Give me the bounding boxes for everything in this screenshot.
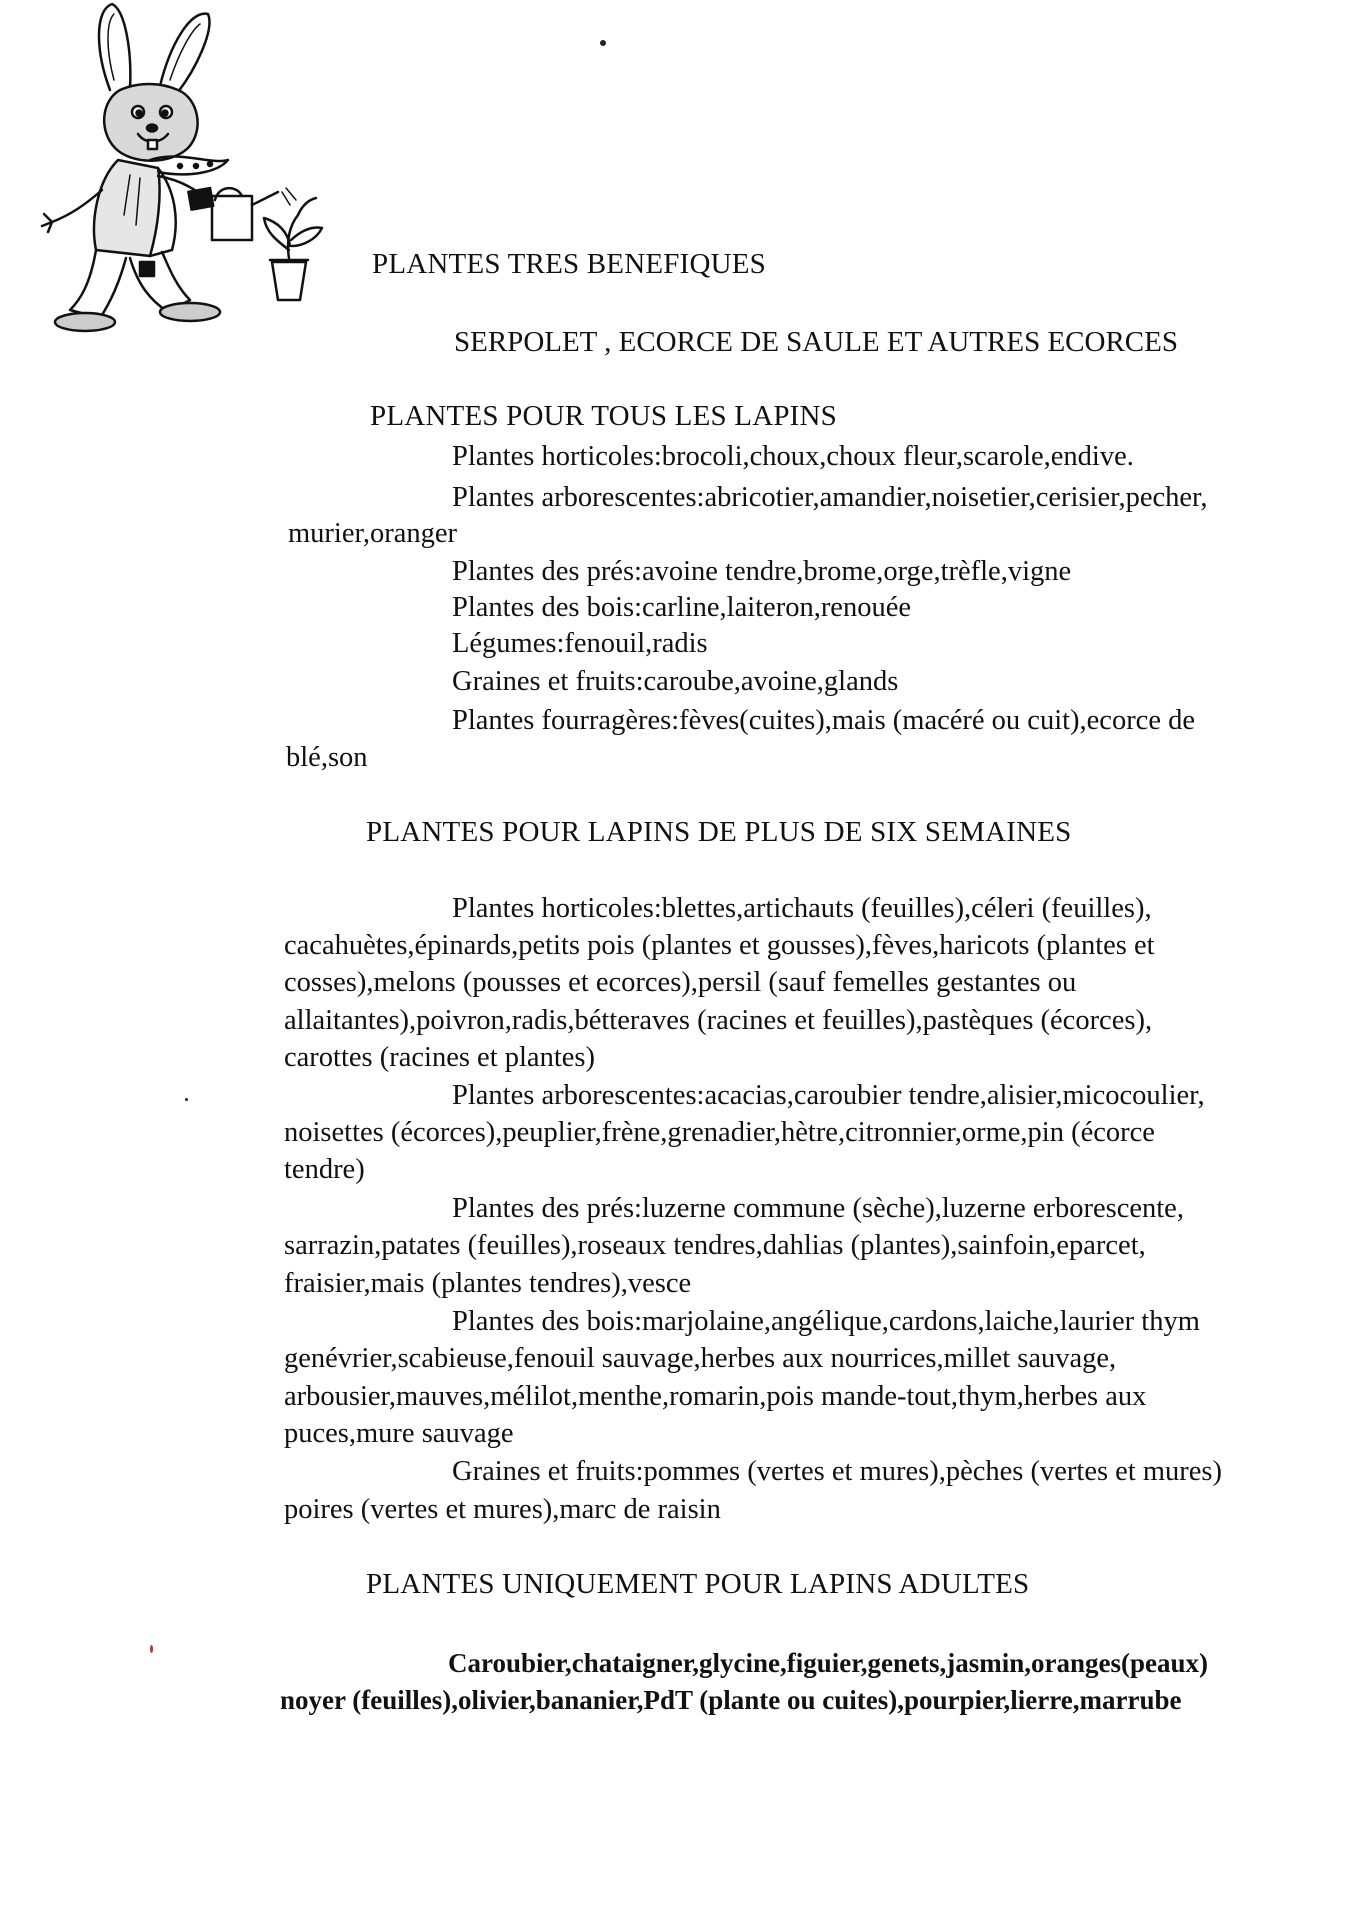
list-item: noyer (feuilles),olivier,bananier,PdT (plante ou cuites),pourpier,lierre,marrube [280,1685,1182,1715]
list-item: tendre) [284,1154,365,1185]
list-item: murier,oranger [288,518,457,549]
section-heading-tous-les-lapins: PLANTES POUR TOUS LES LAPINS [370,400,837,432]
section-heading-adultes: PLANTES UNIQUEMENT POUR LAPINS ADULTES [366,1568,1030,1600]
list-item: arbousier,mauves,mélilot,menthe,romarin,pois mande-tout,thym,herbes aux [284,1381,1147,1412]
list-item: sarrazin,patates (feuilles),roseaux tendres,dahlias (plantes),sainfoin,eparcet, [284,1230,1146,1261]
list-item: Plantes horticoles:blettes,artichauts (feuilles),céleri (feuilles), [452,893,1152,924]
list-item: puces,mure sauvage [284,1418,514,1449]
list-item: Plantes fourragères:fèves(cuites),mais (macéré ou cuit),ecorce de [452,705,1196,736]
list-item: Caroubier,chataigner,glycine,figuier,genets,jasmin,oranges(peaux) [448,1648,1208,1678]
list-item: fraisier,mais (plantes tendres),vesce [284,1268,692,1299]
speck-mark [150,1645,153,1653]
list-item: noisettes (écorces),peuplier,frène,grenadier,hètre,citronnier,orme,pin (écorce [284,1117,1155,1148]
section-heading-tres-benefiques: PLANTES TRES BENEFIQUES [372,248,766,280]
list-item: Plantes des prés:luzerne commune (sèche),luzerne erborescente, [452,1193,1184,1224]
list-item: blé,son [286,742,368,773]
speck-mark [600,40,606,46]
list-item: Plantes des bois:carline,laiteron,renouée [452,592,912,623]
list-item: allaitantes),poivron,radis,bétteraves (racines et feuilles),pastèques (écorces), [284,1005,1153,1036]
speck-mark [185,1098,188,1101]
list-item: Graines et fruits:pommes (vertes et mures),pèches (vertes et mures) [452,1456,1223,1487]
list-item: Plantes horticoles:brocoli,choux,choux fleur,scarole,endive. [452,441,1134,472]
list-item: Graines et fruits:caroube,avoine,glands [452,666,899,697]
list-item: poires (vertes et mures),marc de raisin [284,1494,721,1525]
list-item: Plantes arborescentes:acacias,caroubier tendre,alisier,micocoulier, [452,1080,1205,1111]
list-item: Légumes:fenouil,radis [452,628,708,659]
section-heading-six-semaines: PLANTES POUR LAPINS DE PLUS DE SIX SEMAINES [366,816,1072,848]
list-item: Plantes arborescentes:abricotier,amandier,noisetier,cerisier,pecher, [452,482,1208,513]
subheading-serpolet: SERPOLET , ECORCE DE SAULE ET AUTRES ECORCES [454,326,1178,358]
list-item: carottes (racines et plantes) [284,1042,595,1073]
list-item: cosses),melons (pousses et ecorces),persil (sauf femelles gestantes ou [284,967,1077,998]
list-item: Plantes des prés:avoine tendre,brome,orge,trèfle,vigne [452,556,1072,587]
list-item: cacahuètes,épinards,petits pois (plantes et gousses),fèves,haricots (plantes et [284,930,1155,961]
list-item: Plantes des bois:marjolaine,angélique,cardons,laiche,laurier thym [452,1306,1200,1337]
list-item: genévrier,scabieuse,fenouil sauvage,herbes aux nourrices,millet sauvage, [284,1343,1117,1374]
rabbit-gardener-watering-plant-icon [40,0,350,350]
